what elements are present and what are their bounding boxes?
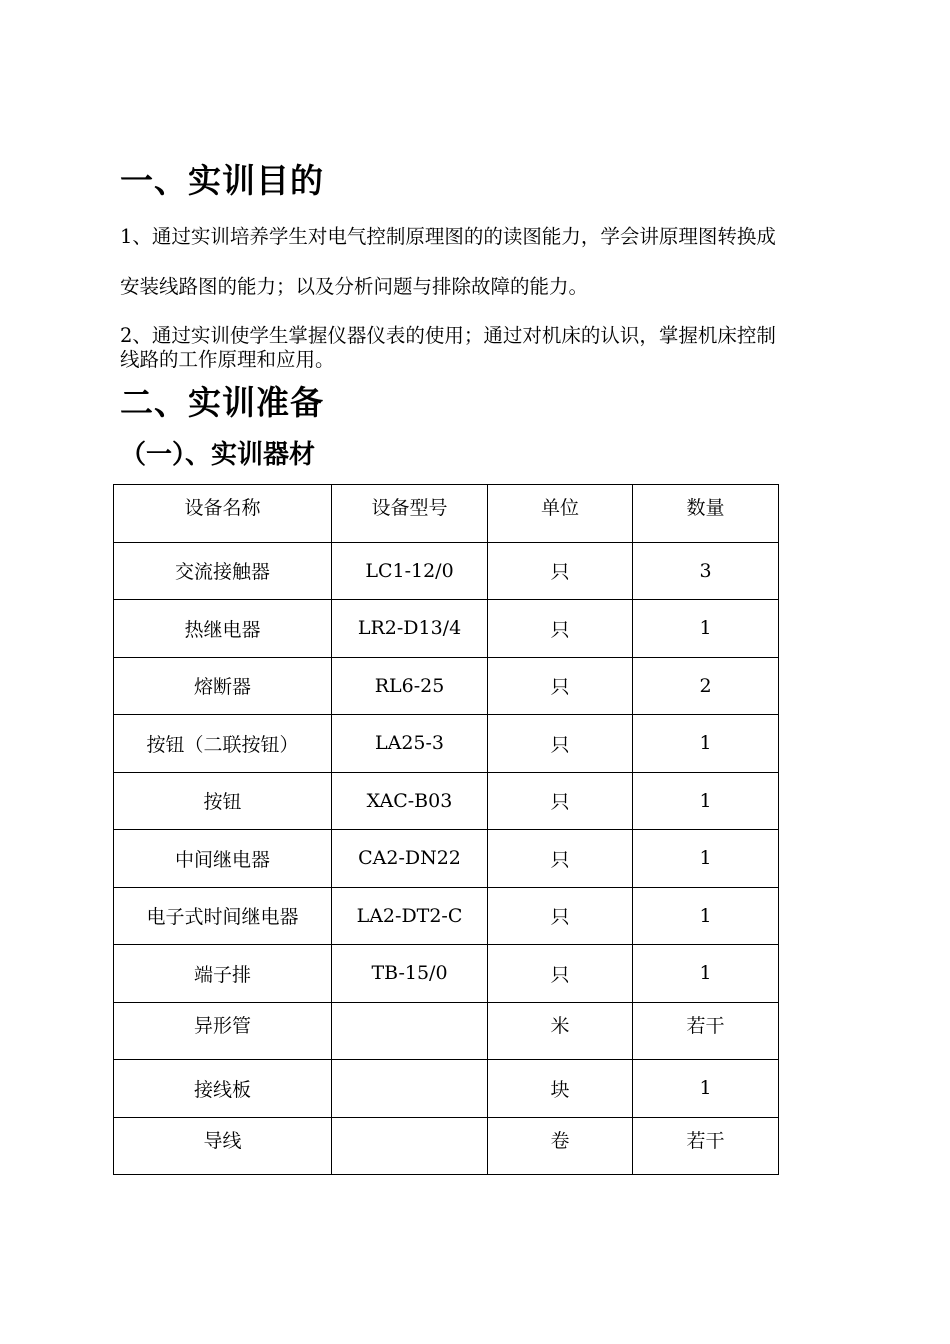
cell-model: XAC-B03 — [332, 772, 488, 830]
cell-unit: 只 — [488, 657, 633, 715]
cell-quantity: 1 — [633, 772, 779, 830]
cell-unit: 只 — [488, 830, 633, 888]
cell-name: 端子排 — [114, 945, 332, 1003]
cell-quantity: 2 — [633, 657, 779, 715]
subsection-heading-equipment: （一）、实训器材 — [120, 440, 316, 470]
cell-name: 接线板 — [114, 1060, 332, 1118]
cell-name: 电子式时间继电器 — [114, 887, 332, 945]
objective-1-line-1: 1、通过实训培养学生对电气控制原理图的的读图能力，学会讲原理图转换成 — [120, 225, 776, 248]
cell-model — [332, 1060, 488, 1118]
cell-name: 导线 — [114, 1117, 332, 1175]
cell-quantity: 1 — [633, 715, 779, 773]
table-row — [114, 945, 779, 1003]
cell-model: LA2-DT2-C — [332, 887, 488, 945]
table-row — [114, 542, 779, 600]
table-header-row — [114, 485, 779, 543]
cell-model: CA2-DN22 — [332, 830, 488, 888]
cell-unit: 只 — [488, 542, 633, 600]
cell-model: RL6-25 — [332, 657, 488, 715]
cell-model — [332, 1117, 488, 1175]
equipment-table — [113, 484, 779, 1175]
cell-model — [332, 1002, 488, 1060]
cell-quantity: 1 — [633, 945, 779, 1003]
cell-name: 异形管 — [114, 1002, 332, 1060]
section-heading-training-preparation: 二、实训准备 — [120, 383, 324, 422]
cell-unit: 块 — [488, 1060, 633, 1118]
cell-unit: 只 — [488, 600, 633, 658]
objective-2-line-1: 2、通过实训使学生掌握仪器仪表的使用；通过对机床的认识，掌握机床控制 — [120, 324, 776, 347]
cell-quantity: 若干 — [633, 1117, 779, 1175]
cell-quantity: 若干 — [633, 1002, 779, 1060]
cell-model: LC1-12/0 — [332, 542, 488, 600]
cell-unit: 只 — [488, 945, 633, 1003]
table-row — [114, 657, 779, 715]
cell-name: 中间继电器 — [114, 830, 332, 888]
cell-model: LR2-D13/4 — [332, 600, 488, 658]
header-equipment-model: 设备型号 — [332, 485, 488, 543]
table-row — [114, 600, 779, 658]
table-row — [114, 1002, 779, 1060]
cell-unit: 卷 — [488, 1117, 633, 1175]
cell-quantity: 3 — [633, 542, 779, 600]
cell-quantity: 1 — [633, 830, 779, 888]
cell-unit: 只 — [488, 715, 633, 773]
cell-name: 熔断器 — [114, 657, 332, 715]
cell-model: LA25-3 — [332, 715, 488, 773]
cell-name: 按钮 — [114, 772, 332, 830]
objective-1-line-2: 安装线路图的能力；以及分析问题与排除故障的能力。 — [120, 275, 589, 298]
table-row — [114, 830, 779, 888]
cell-quantity: 1 — [633, 1060, 779, 1118]
cell-quantity: 1 — [633, 600, 779, 658]
cell-quantity: 1 — [633, 887, 779, 945]
cell-unit: 只 — [488, 887, 633, 945]
header-equipment-name: 设备名称 — [114, 485, 332, 543]
cell-name: 按钮（二联按钮） — [114, 715, 332, 773]
cell-model: TB-15/0 — [332, 945, 488, 1003]
cell-name: 热继电器 — [114, 600, 332, 658]
table-row — [114, 887, 779, 945]
cell-unit: 米 — [488, 1002, 633, 1060]
header-unit: 单位 — [488, 485, 633, 543]
table-row — [114, 772, 779, 830]
objective-2-line-2: 线路的工作原理和应用。 — [120, 348, 335, 371]
cell-name: 交流接触器 — [114, 542, 332, 600]
table-row — [114, 1060, 779, 1118]
cell-unit: 只 — [488, 772, 633, 830]
header-quantity: 数量 — [633, 485, 779, 543]
table-row — [114, 1117, 779, 1175]
table-row — [114, 715, 779, 773]
section-heading-training-objectives: 一、实训目的 — [120, 161, 324, 200]
